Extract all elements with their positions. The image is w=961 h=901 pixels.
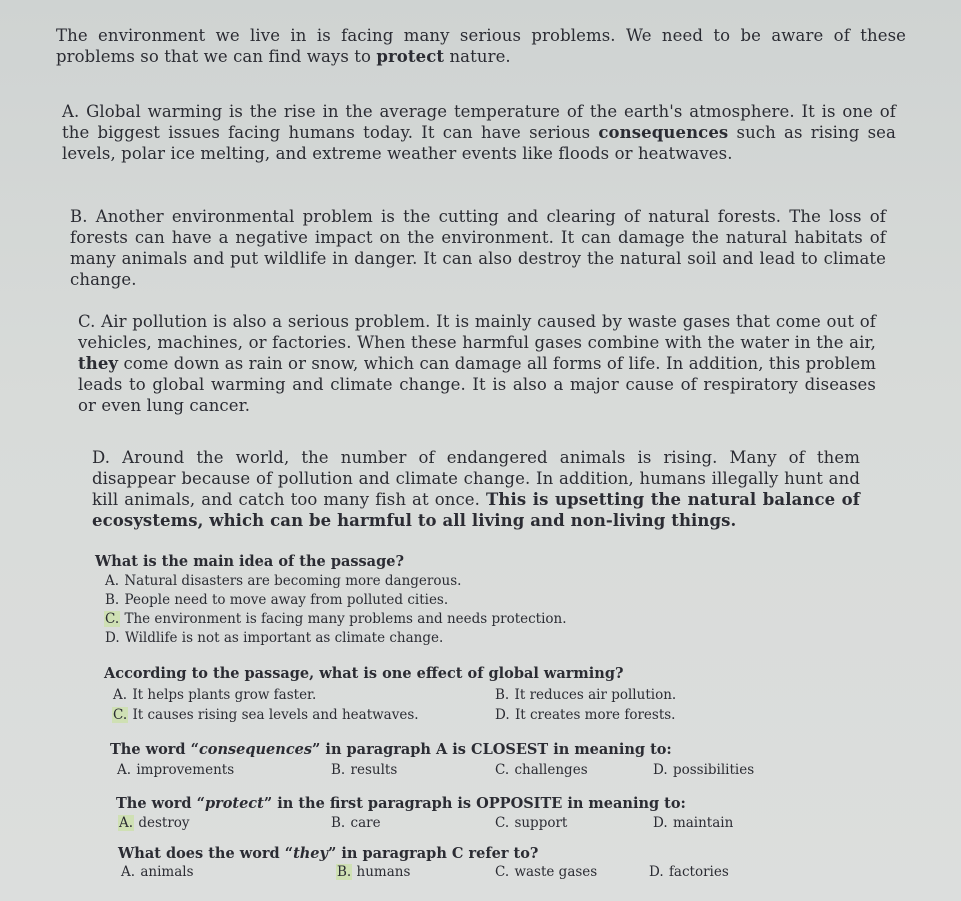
question-3-option-d[interactable]: [652, 762, 754, 779]
option-label: B.: [495, 687, 510, 703]
option-label: A.: [105, 573, 120, 589]
question-4-option-c[interactable]: [494, 815, 567, 832]
option-text: results: [350, 762, 398, 778]
question-5-option-d[interactable]: [648, 864, 729, 881]
option-text: waste gases: [514, 864, 598, 880]
option-label: D.: [105, 630, 120, 646]
paragraph-a-text: A. Global warming is the rise in the average temperature of the earth's atmosphere. It is one of the biggest issues facing humans today. It can have serious: [62, 102, 896, 142]
option-label: B.: [331, 815, 346, 831]
question-5-text: What does the word “: [118, 845, 294, 862]
option-text: possibilities: [672, 762, 755, 778]
question-5-text-end: ” in paragraph C refer to?: [327, 845, 539, 862]
paragraph-c-text: C. Air pollution is also a serious problem. It is mainly caused by waste gases that come out of vehicles, machines, or factories. When these harmful gases combine with the water in the air,: [78, 312, 876, 352]
option-label: C.: [495, 762, 510, 778]
option-text: The environment is facing many problems and needs protection.: [124, 611, 567, 627]
question-1-text: What is the main idea of the passage?: [95, 553, 404, 570]
intro-paragraph: [56, 25, 906, 67]
paragraph-b: [70, 206, 886, 290]
option-label: D.: [653, 815, 668, 831]
question-5-word: they: [293, 845, 328, 862]
option-label-highlighted: B.: [337, 864, 352, 880]
intro-text: The environment we live in is facing many serious problems. We need to be aware of these problems so that we can find ways to: [56, 26, 906, 66]
option-label: D.: [495, 707, 510, 723]
paragraph-b-text: B. Another environmental problem is the cutting and clearing of natural forests. The loss of forests can have a negative impact on the environment. It can damage the natural habitats of many animals and put wildlife in danger. It can also destroy the natural soil and lead to climate change.: [70, 207, 886, 289]
question-4-word: protect: [204, 795, 264, 812]
option-label: A.: [121, 864, 136, 880]
question-5: [118, 845, 538, 863]
question-5-option-b[interactable]: [336, 864, 410, 881]
paragraph-c-bold-word: they: [78, 354, 119, 373]
option-text: Wildlife is not as important as climate change.: [124, 630, 444, 646]
question-2-text: According to the passage, what is one effect of global warming?: [104, 665, 624, 682]
question-4-option-d[interactable]: [652, 815, 733, 832]
question-2-option-b[interactable]: [494, 687, 676, 704]
option-label-highlighted: C.: [105, 611, 120, 627]
option-text: maintain: [672, 815, 734, 831]
option-label: B.: [105, 592, 120, 608]
option-text: It helps plants grow faster.: [132, 687, 317, 703]
option-label: B.: [331, 762, 346, 778]
question-4: [116, 795, 686, 813]
question-4-text-end: ” in the first paragraph is OPPOSITE in meaning to:: [263, 795, 686, 812]
option-text: It causes rising sea levels and heatwaves.: [132, 707, 419, 723]
paragraph-a: [62, 101, 896, 164]
question-3-text: The word “: [110, 741, 199, 758]
option-text: It reduces air pollution.: [514, 687, 677, 703]
option-label: A.: [117, 762, 132, 778]
question-5-option-c[interactable]: [494, 864, 597, 881]
option-text: factories: [668, 864, 729, 880]
option-text: destroy: [138, 815, 190, 831]
option-text: care: [350, 815, 381, 831]
paragraph-d-text: D. Around the world, the number of endangered animals is rising. Many of them disappear because of pollution and climate change. In addition, humans illegally hunt and kill animals, and catch too many fish at once.: [92, 448, 860, 509]
question-2: [104, 665, 623, 683]
option-label-highlighted: C.: [113, 707, 128, 723]
option-label-highlighted: A.: [119, 815, 134, 831]
option-label: D.: [649, 864, 664, 880]
question-1-option-c[interactable]: [104, 611, 567, 628]
question-1-option-b[interactable]: [104, 592, 448, 609]
intro-bold-word: protect: [376, 47, 445, 66]
paragraph-a-bold-word: consequences: [598, 123, 729, 142]
paragraph-d: [92, 447, 860, 531]
paragraph-c-text-end: come down as rain or snow, which can damage all forms of life. In addition, this problem leads to global warming and climate change. It is also a major cause of respiratory diseases or even lung cancer.: [78, 354, 876, 415]
option-label: C.: [495, 864, 510, 880]
option-text: Natural disasters are becoming more dangerous.: [124, 573, 462, 589]
paragraph-a-text-end: such as rising sea levels, polar ice melting, and extreme weather events like floods or heatwaves.: [62, 123, 896, 163]
question-3-option-b[interactable]: [330, 762, 397, 779]
option-label: D.: [653, 762, 668, 778]
paragraph-c: [78, 311, 876, 416]
option-text: humans: [356, 864, 411, 880]
paragraph-d-bold-text: This is upsetting the natural balance of ecosystems, which can be harmful to all living and non-living things.: [92, 490, 860, 530]
question-4-option-b[interactable]: [330, 815, 381, 832]
question-1: [95, 553, 404, 571]
question-3: [110, 741, 672, 759]
option-text: improvements: [136, 762, 235, 778]
option-label: A.: [113, 687, 128, 703]
question-2-option-c[interactable]: [112, 707, 419, 724]
question-1-option-a[interactable]: [104, 573, 461, 590]
question-4-option-a[interactable]: [118, 815, 190, 832]
question-2-option-d[interactable]: [494, 707, 675, 724]
question-3-word: consequences: [198, 741, 313, 758]
option-text: challenges: [514, 762, 588, 778]
question-4-text: The word “: [116, 795, 205, 812]
option-text: animals: [140, 864, 194, 880]
question-5-option-a[interactable]: [120, 864, 194, 881]
option-label: C.: [495, 815, 510, 831]
option-text: People need to move away from polluted cities.: [124, 592, 449, 608]
option-text: support: [514, 815, 568, 831]
question-3-option-a[interactable]: [116, 762, 234, 779]
question-2-option-a[interactable]: [112, 687, 316, 704]
question-3-option-c[interactable]: [494, 762, 588, 779]
question-3-text-end: ” in paragraph A is CLOSEST in meaning to:: [312, 741, 672, 758]
option-text: It creates more forests.: [514, 707, 676, 723]
intro-text-end: nature.: [444, 47, 511, 66]
question-1-option-d[interactable]: [104, 630, 443, 647]
